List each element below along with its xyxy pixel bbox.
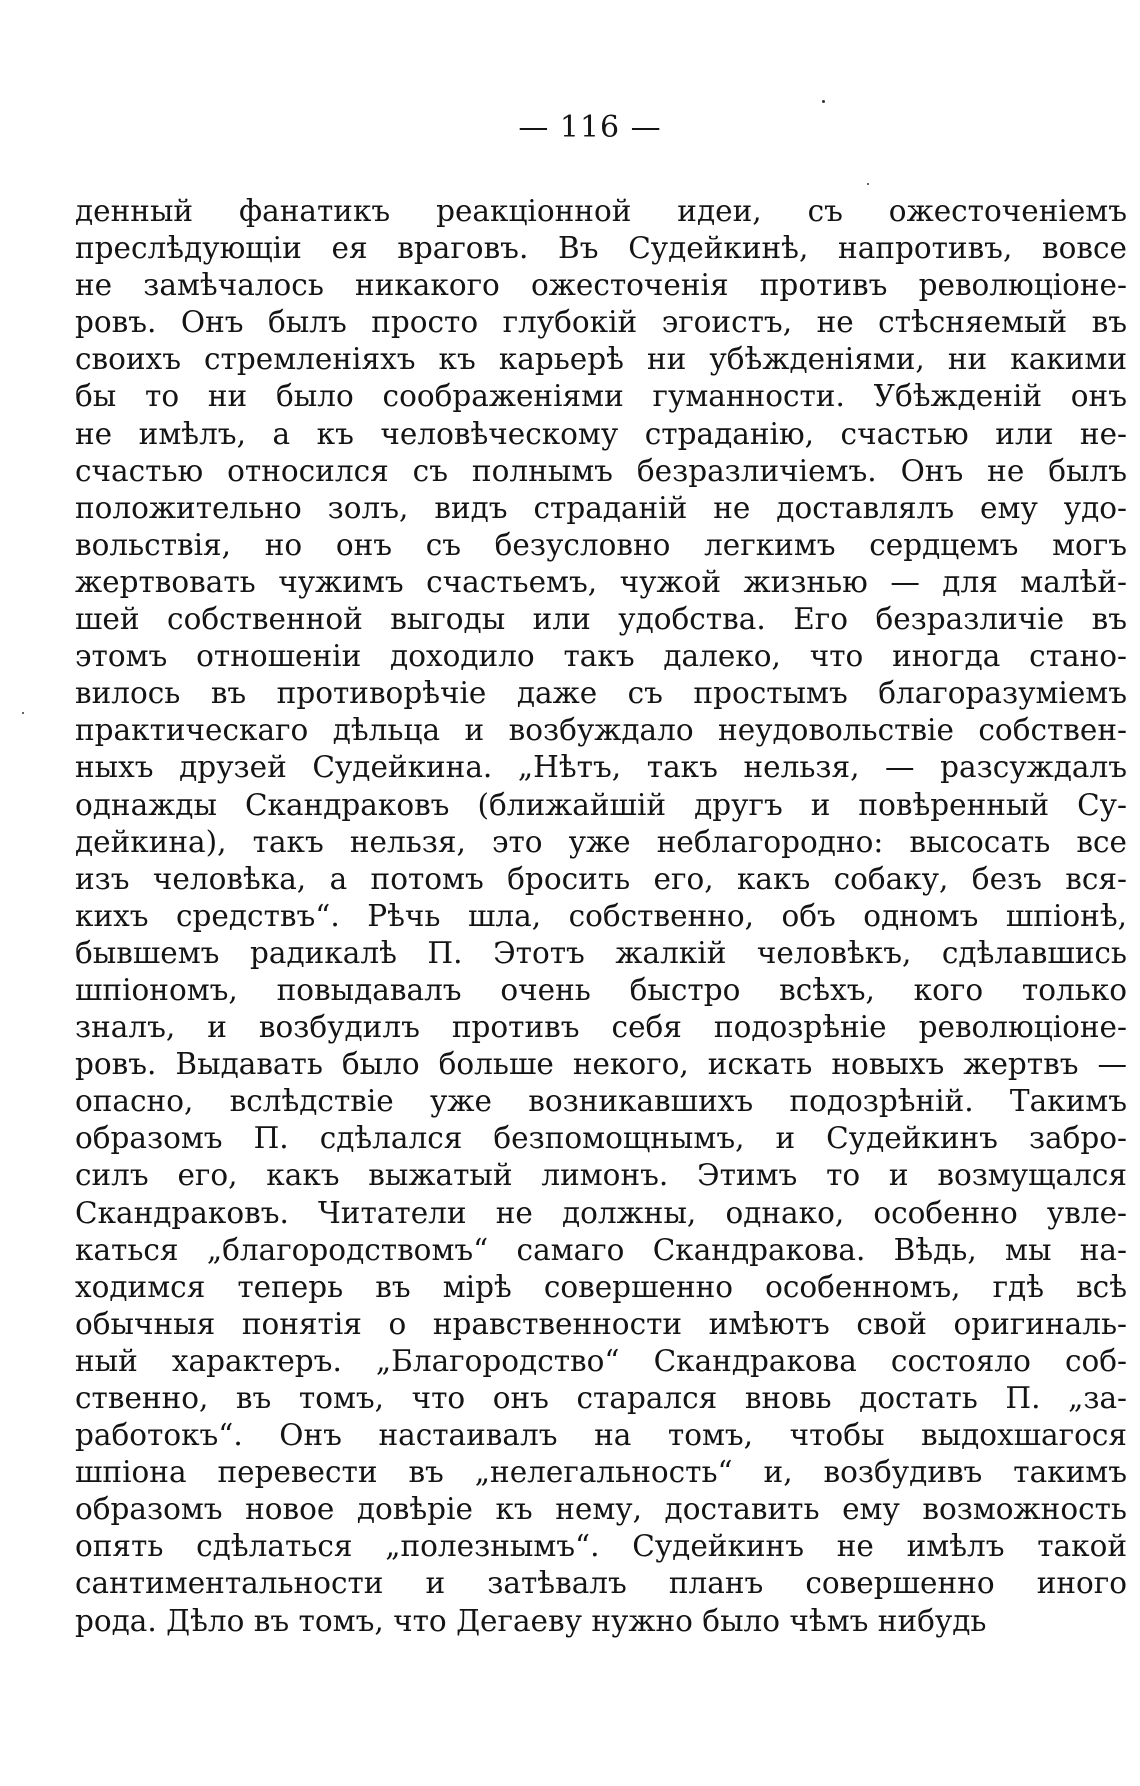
text-line: кихъ средствъ“. Рѣчь шла, собственно, объ одномъ шпіонѣ, (75, 898, 1127, 933)
text-line: шпіона перевести въ „нелегальность“ и, возбудивъ такимъ (75, 1455, 1127, 1490)
print-speck (822, 100, 825, 103)
text-line: Скандраковъ. Читатели не должны, однако, особенно увле- (75, 1195, 1127, 1230)
text-line: дейкина), такъ нельзя, это уже неблагородно: высосать все (75, 824, 1127, 859)
text-line: каться „благородствомъ“ самаго Скандракова. Вѣдь, мы на- (75, 1232, 1127, 1267)
text-line: вольствія, но онъ съ безусловно легкимъ сердцемъ могъ (75, 527, 1127, 562)
text-line: вилось въ противорѣчіе даже съ простымъ благоразуміемъ (75, 676, 1127, 711)
body-text (75, 193, 1127, 1640)
text-line: изъ человѣка, а потомъ бросить его, какъ собаку, безъ вся- (75, 861, 1127, 896)
text-line: ровъ. Выдавать было больше некого, искать новыхъ жертвъ — (75, 1047, 1127, 1082)
text-line: опять сдѣлаться „полезнымъ“. Судейкинъ не имѣлъ такой (75, 1529, 1127, 1564)
text-line: счастью относился съ полнымъ безразличіемъ. Онъ не былъ (75, 453, 1127, 488)
text-line: жертвовать чужимъ счастьемъ, чужой жизнью — для малѣй- (75, 564, 1127, 599)
text-line: рода. Дѣло въ томъ, что Дегаеву нужно было чѣмъ нибудь (75, 1603, 987, 1638)
text-line: денный фанатикъ реакціонной идеи, съ ожесточеніемъ (75, 194, 1127, 228)
text-line: не замѣчалось никакого ожесточенія противъ революціоне- (75, 268, 1127, 303)
print-speck (867, 183, 869, 185)
text-line: зналъ, и возбудилъ противъ себя подозрѣніе революціоне- (75, 1010, 1127, 1045)
text-line: этомъ отношеніи доходило такъ далеко, что иногда стано- (75, 639, 1127, 674)
text-line: ходимся теперь въ мірѣ совершенно особенномъ, гдѣ всѣ (75, 1269, 1127, 1304)
text-line: бы то ни было соображеніями гуманности. Убѣжденій онъ (75, 379, 1127, 414)
text-line: ровъ. Онъ былъ просто глубокій эгоистъ, не стѣсняемый въ (75, 305, 1127, 340)
text-line: обычныя понятія о нравственности имѣютъ свой оригиналь- (75, 1306, 1127, 1341)
text-line: бывшемъ радикалѣ П. Этотъ жалкій человѣкъ, сдѣлавшись (75, 935, 1127, 970)
text-line: положительно золъ, видъ страданій не доставлялъ ему удо- (75, 490, 1127, 525)
text-line: шпіономъ, повыдавалъ очень быстро всѣхъ, кого только (75, 972, 1127, 1007)
text-line: опасно, вслѣдствіе уже возникавшихъ подозрѣній. Такимъ (75, 1084, 1127, 1119)
text-line: ный характеръ. „Благородство“ Скандракова состояло соб- (75, 1343, 1127, 1378)
text-line: практическаго дѣльца и возбуждало неудовольствіе собствен- (75, 713, 1127, 748)
print-speck (22, 712, 24, 714)
text-line: не имѣлъ, а къ человѣческому страданію, счастью или не- (75, 416, 1127, 451)
text-line: силъ его, какъ выжатый лимонъ. Этимъ то и возмущался (75, 1158, 1127, 1193)
text-line: однажды Скандраковъ (ближайшій другъ и повѣренный Су- (75, 787, 1127, 822)
text-line: преслѣдующіи ея враговъ. Въ Судейкинѣ, напротивъ, вовсе (75, 231, 1127, 266)
text-line: своихъ стремленіяхъ къ карьерѣ ни убѣжденіями, ни какими (75, 342, 1127, 377)
text-line: работокъ“. Онъ настаивалъ на томъ, чтобы выдохшагося (75, 1418, 1127, 1453)
text-line: шей собственной выгоды или удобства. Его безразличіе въ (75, 602, 1127, 637)
text-line: сантиментальности и затѣвалъ планъ совершенно иного (75, 1566, 1127, 1601)
text-line: образомъ новое довѣріе къ нему, доставить ему возможность (75, 1492, 1127, 1527)
page-number: — 116 — (518, 110, 662, 145)
text-line: ственно, въ томъ, что онъ старался вновь достать П. „за- (75, 1381, 1127, 1415)
text-line: образомъ П. сдѣлался безпомощнымъ, и Судейкинъ забро- (75, 1121, 1127, 1156)
text-line: ныхъ друзей Судейкина. „Нѣтъ, такъ нельзя, — разсуждалъ (75, 750, 1127, 785)
